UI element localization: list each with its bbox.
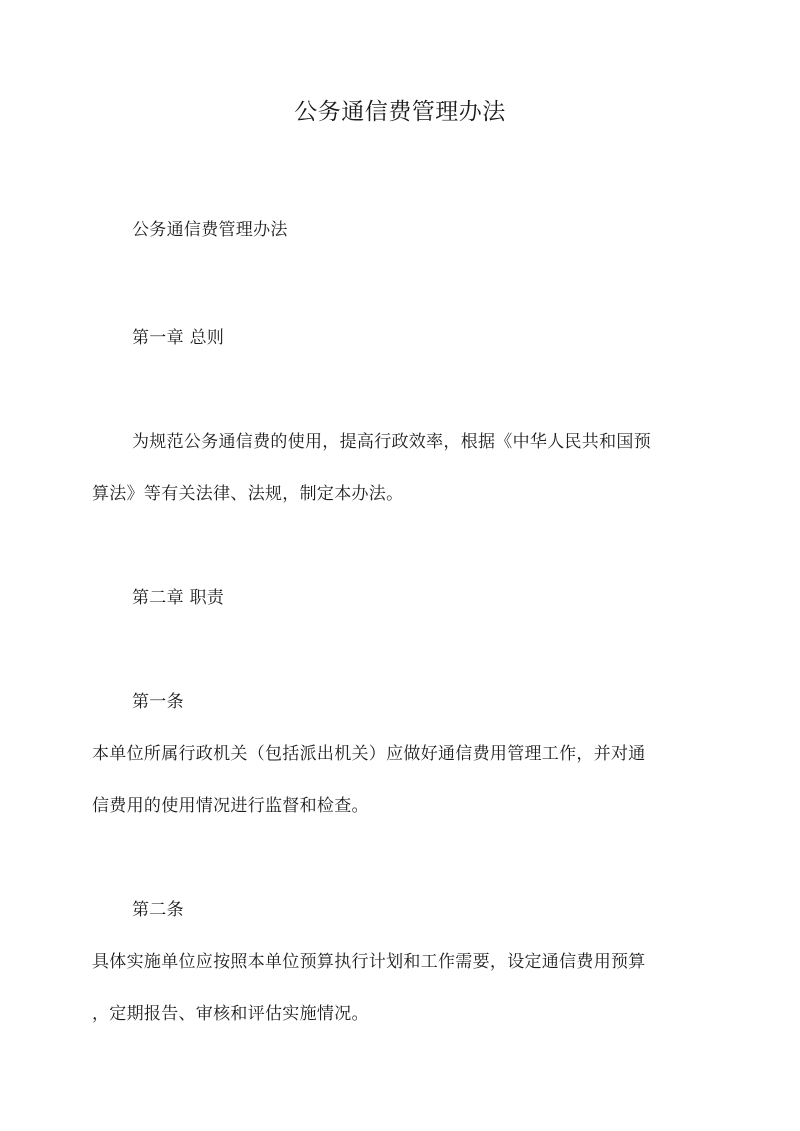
chapter-1-body-line-2: 算法》等有关法律、法规，制定本办法。 <box>92 484 404 504</box>
document-title: 公务通信费管理办法 <box>294 99 506 125</box>
article-2-body <box>92 936 712 1040</box>
article-2-label: 第二条 <box>132 900 184 920</box>
article-1-label: 第一条 <box>132 692 184 712</box>
article-1-body-line-2: 信费用的使用情况进行监督和检查。 <box>92 796 369 816</box>
article-1-body-line-1: 本单位所属行政机关（包括派出机关）应做好通信费用管理工作，并对通 <box>92 744 646 764</box>
chapter-1-body <box>92 416 712 520</box>
article-2-body-line-1: 具体实施单位应按照本单位预算执行计划和工作需要，设定通信费用预算 <box>92 952 646 972</box>
chapter-2-heading: 第二章 职责 <box>132 588 225 608</box>
document-subtitle: 公务通信费管理办法 <box>132 220 288 240</box>
chapter-1-heading: 第一章 总则 <box>132 328 225 348</box>
article-2-body-line-2: ，定期报告、审核和评估实施情况。 <box>92 1004 369 1024</box>
chapter-1-body-line-1: 为规范公务通信费的使用，提高行政效率，根据《中华人民共和国预 <box>132 432 651 452</box>
article-1-body <box>92 728 712 832</box>
